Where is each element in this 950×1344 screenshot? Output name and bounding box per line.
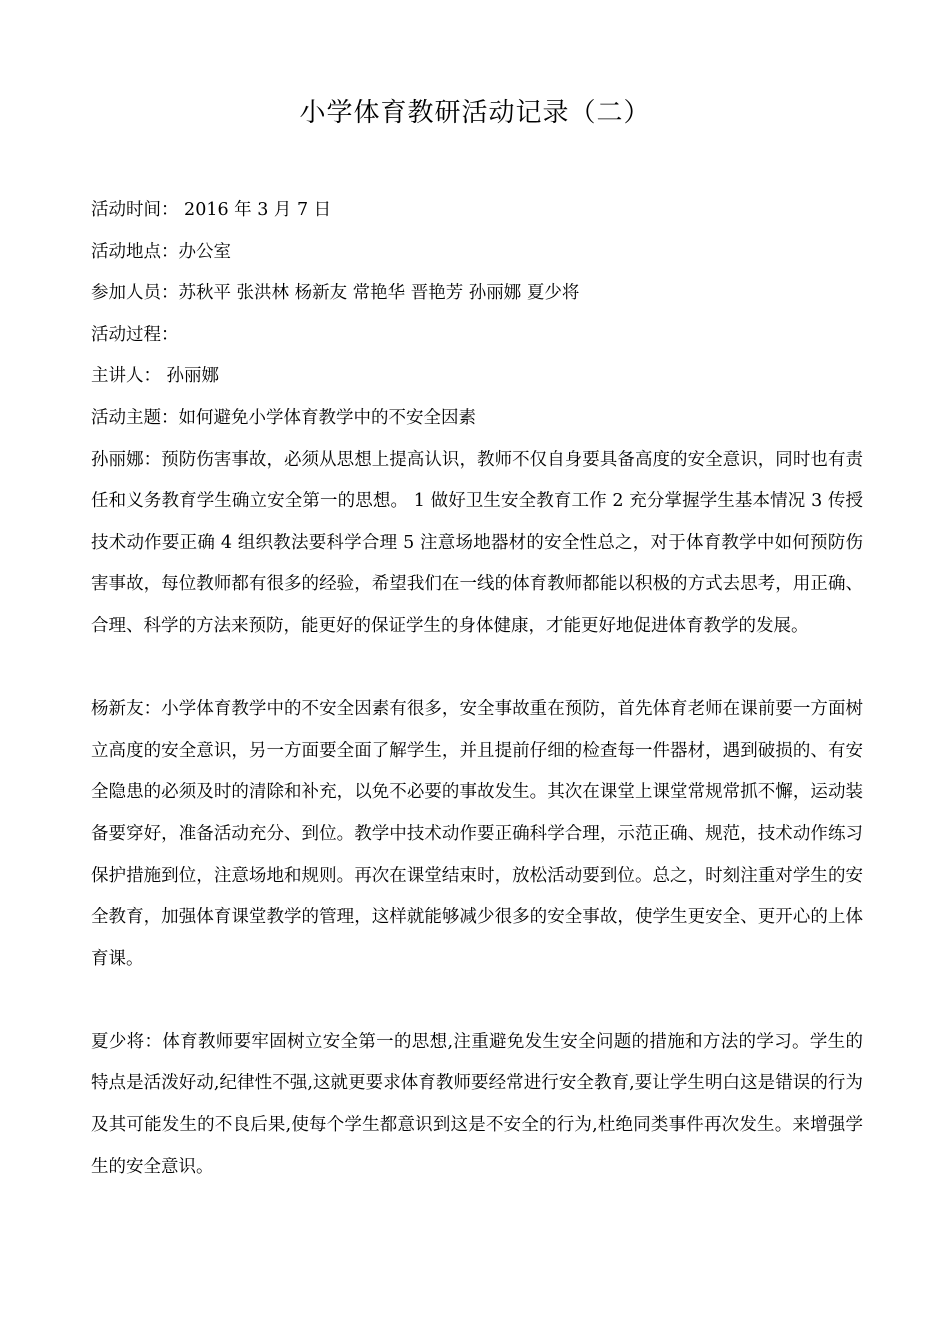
paragraph-sun-lina: 孙丽娜：预防伤害事故，必须从思想上提高认识，教师不仅自身要具备高度的安全意识，同时也有责任和义务教育学生确立安全第一的思想。 1 做好卫生安全教育工作 2 充分掌握学生基本情况 3 传授技术动作要正确 4 组织教法要科学合理 5 注意场地器材的安全性总之，对于体育教学中如何预防伤害事故，每位教师都有很多的经验，希望我们在一线的体育教师都能以积极的方式去思考，用正确、合理、科学的方法来预防，能更好的保证学生的身体健康，才能更好地促进体育教学的发展。	[91, 449, 863, 636]
paragraph-yang-xinyou: 杨新友：小学体育教学中的不安全因素有很多，安全事故重在预防，首先体育老师在课前要一方面树立高度的安全意识，另一方面要全面了解学生，并且提前仔细的检查每一件器材，遇到破损的、有安全隐患的必须及时的清除和补充，以免不必要的事故发生。其次在课堂上课堂常规常抓不懈，运动装备要穿好，准备活动充分、到位。教学中技术动作要正确科学合理，示范正确、规范，技术动作练习保护措施到位，注意场地和规则。再次在课堂结束时，放松活动要到位。总之，时刻注重对学生的安全教育，加强体育课堂教学的管理，这样就能够减少很多的安全事故，使学生更安全、更开心的上体育课。	[91, 699, 863, 969]
document-body	[91, 190, 863, 1188]
activity-topic: 活动主题：如何避免小学体育教学中的不安全因素	[91, 407, 476, 428]
activity-process-label: 活动过程：	[91, 324, 179, 345]
document-title: 小学体育教研活动记录（二）	[299, 98, 651, 128]
paragraph-spacer	[91, 980, 863, 1022]
speaker: 主讲人： 孙丽娜	[91, 366, 220, 387]
paragraph-spacer	[91, 648, 863, 690]
paragraph-xia-shaojiang: 夏少将：体育教师要牢固树立安全第一的思想,注重避免发生安全问题的措施和方法的学习。学生的特点是活泼好动,纪律性不强,这就更要求体育教师要经常进行安全教育,要让学生明白这是错误的行为及其可能发生的不良后果,使每个学生都意识到这是不安全的行为,杜绝同类事件再次发生。来增强学生的安全意识。	[91, 1031, 863, 1177]
activity-place: 活动地点：办公室	[91, 241, 231, 262]
activity-time: 活动时间： 2016 年 3 月 7 日	[91, 200, 332, 220]
participants: 参加人员：苏秋平 张洪林 杨新友 常艳华 晋艳芳 孙丽娜 夏少将	[91, 283, 580, 304]
